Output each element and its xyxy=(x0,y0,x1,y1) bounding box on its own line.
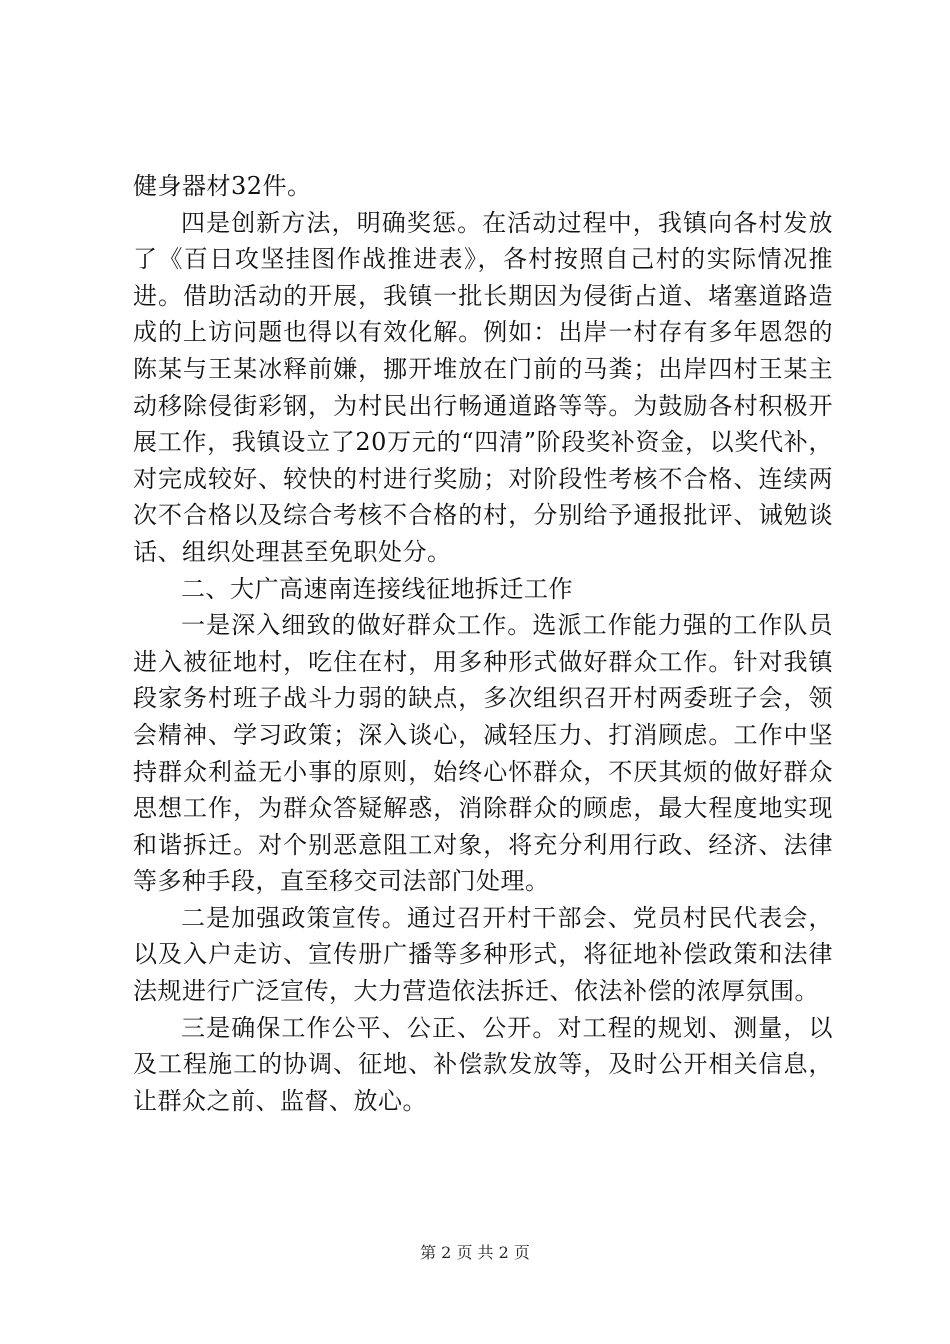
paragraph: 健身器材32件。 xyxy=(133,172,312,200)
section-heading: 二、大广高速南连接线征地拆迁工作 xyxy=(181,574,573,603)
paragraph: 三是确保工作公平、公正、公开。对工程的规划、测量，以及工程施工的协调、征地、补偿款发放等，及时公开相关信息，让群众之前、监督、放心。 xyxy=(133,1013,833,1115)
paragraph: 四是创新方法，明确奖惩。在活动过程中，我镇向各村发放了《百日攻坚挂图作战推进表》，各村按照自己村的实际情况推进。借助活动的开展，我镇一批长期因为侵街占道、堵塞道路造成的上访问题也得以有效化解。例如：出岸一村存有多年恩怨的陈某与王某冰释前嫌，挪开堆放在门前的马粪；出岸四村王某主动移除侵街彩钢，为村民出行畅通道路等等。为鼓励各村积极开展工作，我镇设立了20万元的“四清”阶段奖补资金，以奖代补，对完成较好、较快的村进行奖励；对阶段性考核不合格、连续两次不合格以及综合考核不合格的村，分别给予通报批评、诫勉谈话、组织处理甚至免职处分。 xyxy=(133,208,833,566)
document-body xyxy=(133,168,833,1119)
page-number-footer: 第 2 页 共 2 页 xyxy=(420,1243,530,1262)
paragraph: 二是加强政策宣传。通过召开村干部会、党员村民代表会，以及入户走访、宣传册广播等多种形式，将征地补偿政策和法律法规进行广泛宣传，大力营造依法拆迁、依法补偿的浓厚氛围。 xyxy=(133,903,833,1006)
paragraph: 一是深入细致的做好群众工作。选派工作能力强的工作队员进入被征地村，吃住在村，用多种形式做好群众工作。针对我镇段家务村班子战斗力弱的缺点，多次组织召开村两委班子会，领会精神、学习政策；深入谈心，减轻压力、打消顾虑。工作中坚持群众利益无小事的原则，始终心怀群众，不厌其烦的做好群众思想工作，为群众答疑解惑，消除群众的顾虑，最大程度地实现和谐拆迁。对个别恶意阻工对象，将充分利用行政、经济、法律等多种手段，直至移交司法部门处理。 xyxy=(133,611,833,896)
